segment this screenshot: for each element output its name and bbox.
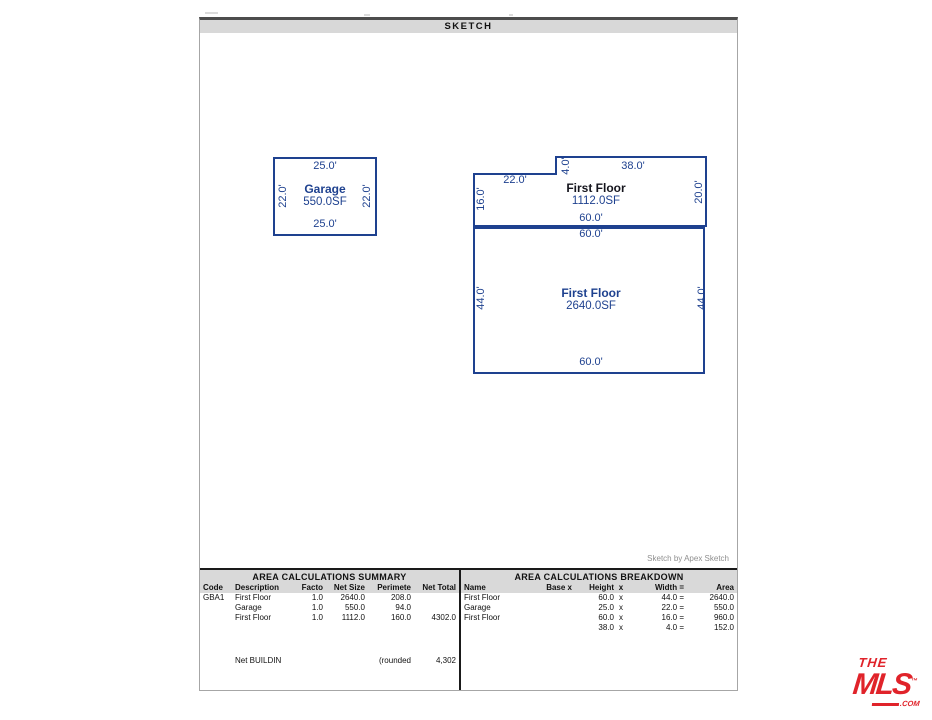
floor1-upper-dim-top-right: 38.0' [621, 160, 645, 172]
table-row [200, 593, 459, 603]
summary-col-description: Description [235, 583, 280, 592]
cell-base [536, 603, 572, 613]
breakdown-col-width: Width = [654, 583, 684, 592]
summary-total-row [200, 656, 459, 666]
cell-x: x [619, 613, 623, 622]
cell-description: Garage [235, 603, 262, 612]
summary-table [200, 570, 459, 690]
cell-factor: 1.0 [311, 613, 323, 622]
calculations-section [200, 568, 737, 690]
cell-factor: 1.0 [311, 593, 323, 602]
table-row [461, 603, 737, 613]
scan-artifact [205, 12, 218, 14]
trademark-symbol: ™ [910, 678, 919, 685]
sketch-report-page [199, 17, 738, 691]
themls-logo [850, 656, 928, 714]
cell-area: 960.0 [713, 613, 734, 622]
table-row [200, 603, 459, 613]
cell-x: x [619, 593, 623, 602]
breakdown-col-height: Height [589, 583, 614, 592]
cell-area: 550.0 [713, 603, 734, 612]
breakdown-col-base: Base x [546, 583, 572, 592]
cell-base [536, 613, 572, 623]
summary-table-header-row [200, 583, 459, 593]
floor-plan-drawing [200, 20, 737, 568]
cell-x: x [619, 623, 623, 632]
summary-col-factor: Facto [301, 583, 323, 592]
net-building-label: Net BUILDIN [235, 656, 282, 665]
cell-code: GBA1 [203, 593, 225, 602]
cell-x: x [619, 603, 623, 612]
breakdown-col-x: x [618, 583, 624, 592]
scan-artifact [509, 14, 513, 16]
table-row [461, 623, 737, 633]
breakdown-table-title: AREA CALCULATIONS BREAKDOWN [461, 570, 737, 583]
breakdown-table [459, 570, 737, 690]
floor1-lower-dim-bottom: 60.0' [579, 356, 603, 368]
cell-perimeter: 94.0 [395, 603, 411, 612]
floor1-lower-dim-top: 60.0' [579, 228, 603, 240]
cell-name: First Floor [464, 613, 500, 622]
breakdown-col-area: Area [716, 583, 734, 592]
garage-dim-top: 25.0' [313, 160, 337, 172]
floor1-lower-dim-right: 44.0' [696, 286, 708, 310]
table-row [461, 613, 737, 623]
cell-factor: 1.0 [311, 603, 323, 612]
cell-height: 25.0 [598, 603, 614, 612]
floor1-upper-dim-top-left: 22.0' [503, 174, 527, 186]
breakdown-table-header-row [461, 583, 737, 593]
scan-artifact [364, 14, 370, 16]
garage-dim-right: 22.0' [361, 184, 373, 208]
summary-col-perimeter: Perimete [377, 583, 411, 592]
logo-underline-bar [872, 703, 899, 706]
cell-description: First Floor [235, 613, 271, 622]
summary-table-title: AREA CALCULATIONS SUMMARY [200, 570, 459, 583]
cell-perimeter: 160.0 [390, 613, 411, 622]
cell-height: 60.0 [598, 593, 614, 602]
cell-name [464, 623, 536, 633]
cell-width: 16.0 = [661, 613, 684, 622]
garage-dim-bottom: 25.0' [313, 218, 337, 230]
floor1-upper-dim-right: 20.0' [693, 180, 705, 204]
cell-net-total: 4302.0 [431, 613, 456, 622]
table-row [461, 593, 737, 603]
breakdown-col-name: Name [464, 583, 486, 592]
logo-com-text: .COM [899, 699, 921, 708]
floor1-lower-area: 2640.0SF [566, 300, 616, 312]
floor1-lower-dim-left: 44.0' [475, 286, 487, 310]
floor1-upper-dim-left: 16.0' [475, 187, 487, 211]
summary-col-net-size: Net Size [333, 583, 365, 592]
cell-code [203, 603, 235, 613]
cell-area: 152.0 [713, 623, 734, 632]
cell-base [536, 593, 572, 603]
cell-description: First Floor [235, 593, 271, 602]
summary-col-code: Code [203, 583, 223, 592]
logo-the-text: THE [857, 655, 889, 670]
net-building-total: 4,302 [435, 656, 456, 665]
cell-width: 44.0 = [661, 593, 684, 602]
cell-empty [203, 656, 235, 666]
cell-height: 38.0 [598, 623, 614, 632]
cell-code [203, 613, 235, 623]
logo-mls-letters: MLS [851, 668, 913, 701]
floor1-upper-name: First Floor [566, 181, 626, 195]
cell-base [536, 623, 572, 633]
cell-net-total [411, 593, 456, 603]
floor1-upper-dim-bottom: 60.0' [579, 212, 603, 224]
cell-area: 2640.0 [709, 593, 734, 602]
sketch-credit: Sketch by Apex Sketch [647, 554, 729, 563]
cell-net-size: 2640.0 [340, 593, 365, 602]
cell-name: First Floor [464, 593, 500, 602]
garage-name: Garage [304, 182, 346, 196]
summary-col-net-total: Net Total [422, 583, 456, 592]
sketch-section-header: SKETCH [200, 20, 737, 33]
table-row [200, 613, 459, 623]
cell-width: 22.0 = [661, 603, 684, 612]
logo-mls-text [851, 668, 927, 701]
cell-perimeter: 208.0 [390, 593, 411, 602]
cell-net-size: 1112.0 [341, 613, 365, 622]
floor1-lower-name: First Floor [561, 286, 621, 300]
garage-dim-left: 22.0' [277, 184, 289, 208]
cell-net-total [411, 603, 456, 613]
cell-width: 4.0 = [665, 623, 684, 632]
cell-height: 60.0 [598, 613, 614, 622]
rounded-note: (rounded [378, 656, 411, 665]
garage-area: 550.0SF [303, 196, 347, 208]
floor1-upper-area: 1112.0SF [571, 195, 621, 207]
cell-net-size: 550.0 [344, 603, 365, 612]
cell-name: Garage [464, 603, 491, 612]
floor1-upper-dim-step: 4.0' [560, 157, 572, 175]
